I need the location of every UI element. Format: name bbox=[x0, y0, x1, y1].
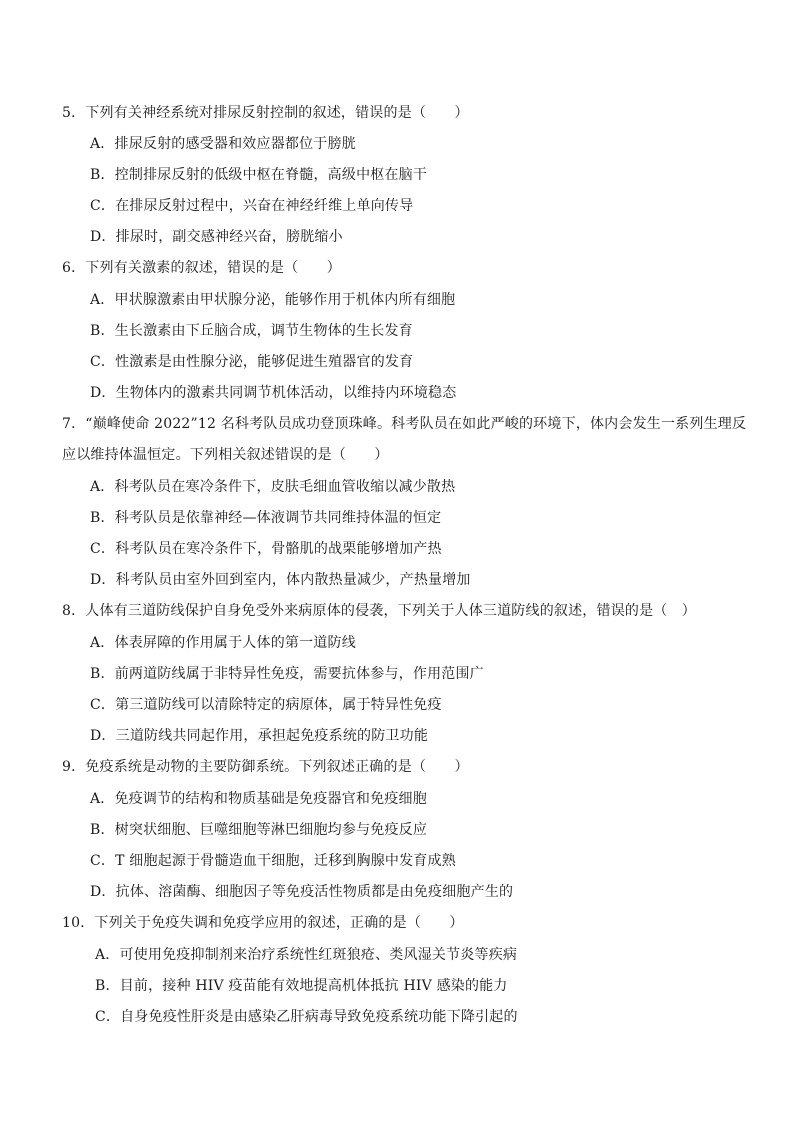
question-6-stem: 6．下列有关激素的叙述，错误的是（ ） bbox=[62, 260, 341, 276]
question-10-stem: 10．下列关于免疫失调和免疫学应用的叙述，正确的是（ ） bbox=[62, 915, 464, 931]
question-7-option-b: B．科考队员是依靠神经—体液调节共同维持体温的恒定 bbox=[90, 510, 442, 526]
question-7-option-c: C．科考队员在寒冷条件下，骨骼肌的战栗能够增加产热 bbox=[90, 541, 442, 557]
question-6-option-a: A．甲状腺激素由甲状腺分泌，能够作用于机体内所有细胞 bbox=[90, 292, 456, 308]
question-9-stem: 9．免疫系统是动物的主要防御系统。下列叙述正确的是（ ） bbox=[62, 759, 469, 775]
question-10-option-c: C．自身免疫性肝炎是由感染乙肝病毒导致免疫系统功能下降引起的 bbox=[95, 1009, 518, 1025]
question-9-option-b: B．树突状细胞、巨噬细胞等淋巴细胞均参与免疫反应 bbox=[90, 822, 428, 838]
question-10-option-b: B．目前，接种 HIV 疫苗能有效地提高机体抵抗 HIV 感染的能力 bbox=[95, 978, 508, 994]
question-5-stem: 5．下列有关神经系统对排尿反射控制的叙述，错误的是（ ） bbox=[62, 105, 469, 121]
question-8-option-d: D．三道防线共同起作用，承担起免疫系统的防卫功能 bbox=[90, 728, 429, 744]
question-7-stem-line-2: 应以维持体温恒定。下列相关叙述错误的是（ ） bbox=[62, 447, 389, 463]
question-7-stem-line-1: 7．“巅峰使命 2022”12 名科考队员成功登顶珠峰。科考队员在如此严峻的环境下，体内会发生一系列生理反 bbox=[62, 416, 747, 432]
question-6-option-b: B．生长激素由下丘脑合成，调节生物体的生长发育 bbox=[90, 323, 413, 339]
question-5-option-d: D．排尿时，副交感神经兴奋，膀胱缩小 bbox=[90, 229, 343, 245]
question-8-option-c: C．第三道防线可以清除特定的病原体，属于特异性免疫 bbox=[90, 697, 442, 713]
question-5-option-a: A．排尿反射的感受器和效应器都位于膀胱 bbox=[90, 136, 356, 152]
question-5-option-b: B．控制排尿反射的低级中枢在脊髓，高级中枢在脑干 bbox=[90, 167, 428, 183]
question-5-option-c: C．在排尿反射过程中，兴奋在神经纤维上单向传导 bbox=[90, 198, 414, 214]
question-7-option-a: A．科考队员在寒冷条件下，皮肤毛细血管收缩以减少散热 bbox=[90, 479, 456, 495]
question-9-option-a: A．免疫调节的结构和物质基础是免疫器官和免疫细胞 bbox=[90, 791, 427, 807]
question-10-option-a: A．可使用免疫抑制剂来治疗系统性红斑狼疮、类风湿关节炎等疾病 bbox=[95, 947, 518, 963]
question-8-option-b: B．前两道防线属于非特异性免疫，需要抗体参与，作用范围广 bbox=[90, 666, 484, 682]
question-8-stem: 8．人体有三道防线保护自身免受外来病原体的侵袭，下列关于人体三道防线的叙述，错误的是（ ） bbox=[62, 603, 696, 619]
question-9-option-d: D．抗体、溶菌酶、细胞因子等免疫活性物质都是由免疫细胞产生的 bbox=[90, 884, 514, 900]
question-7-option-d: D．科考队员由室外回到室内，体内散热量减少，产热量增加 bbox=[90, 572, 471, 588]
question-6-option-d: D．生物体内的激素共同调节机体活动，以维持内环境稳态 bbox=[90, 385, 457, 401]
question-9-option-c: C．T 细胞起源于骨髓造血干细胞，迁移到胸腺中发育成熟 bbox=[90, 853, 456, 869]
question-6-option-c: C．性激素是由性腺分泌，能够促进生殖器官的发育 bbox=[90, 354, 414, 370]
question-8-option-a: A．体表屏障的作用属于人体的第一道防线 bbox=[90, 635, 356, 651]
